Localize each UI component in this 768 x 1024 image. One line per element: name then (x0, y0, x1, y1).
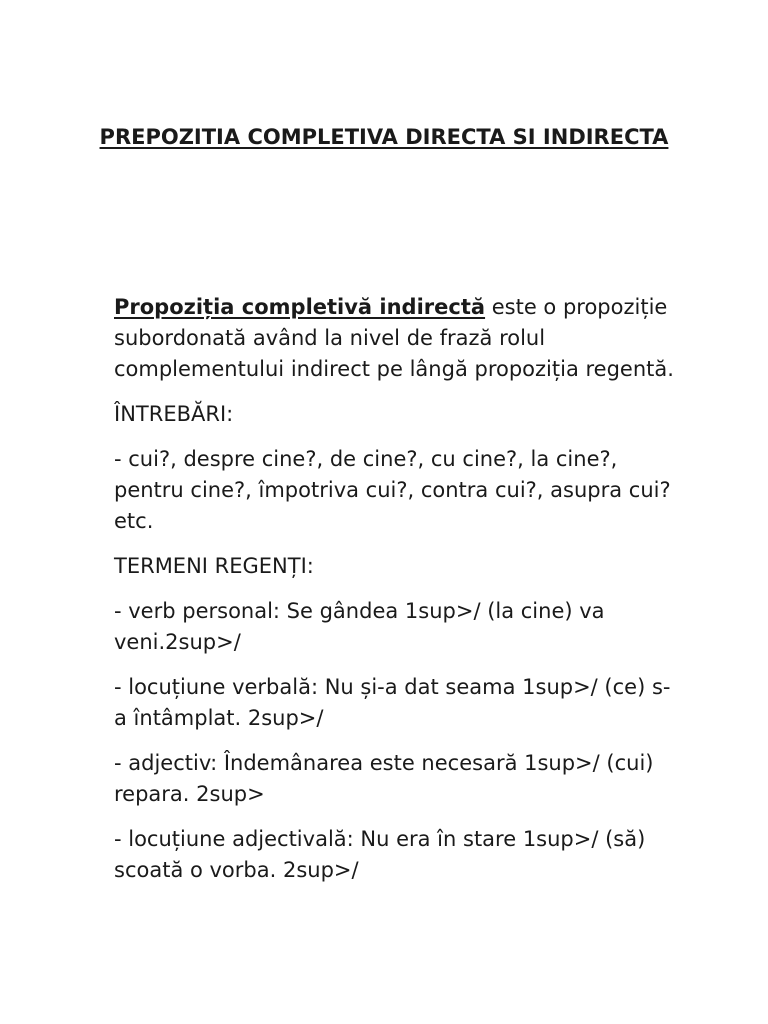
document-title: PREPOZITIA COMPLETIVA DIRECTA SI INDIRECTA (99, 125, 669, 149)
terms-heading: TERMENI REGENȚI: (114, 554, 314, 578)
example-verb-personal: - verb personal: Se gândea 1sup>/ (la cine) va veni.2sup>/ (114, 599, 605, 654)
document-body (114, 292, 674, 900)
example-locutiune-verbala: - locuțiune verbală: Nu și-a dat seama 1sup>/ (ce) s-a întâmplat. 2sup>/ (114, 675, 671, 730)
example-adjectiv: - adjectiv: Îndemânarea este necesară 1sup>/ (cui) repara. 2sup> (114, 751, 654, 806)
definition-text: este o propoziție subordonată având la nivel de frază rolul complementului indirect pe lângă propoziția regentă. (114, 295, 674, 381)
definition-paragraph (114, 292, 674, 385)
questions-heading: ÎNTREBĂRI: (114, 402, 234, 426)
questions-list: - cui?, despre cine?, de cine?, cu cine?, la cine?, pentru cine?, împotriva cui?, contra cui?, asupra cui? etc. (114, 447, 671, 533)
definition-term: Propoziția completivă indirectă (114, 295, 486, 319)
example-locutiune-adjectivala: - locuțiune adjectivală: Nu era în stare 1sup>/ (să) scoată o vorba. 2sup>/ (114, 827, 646, 882)
